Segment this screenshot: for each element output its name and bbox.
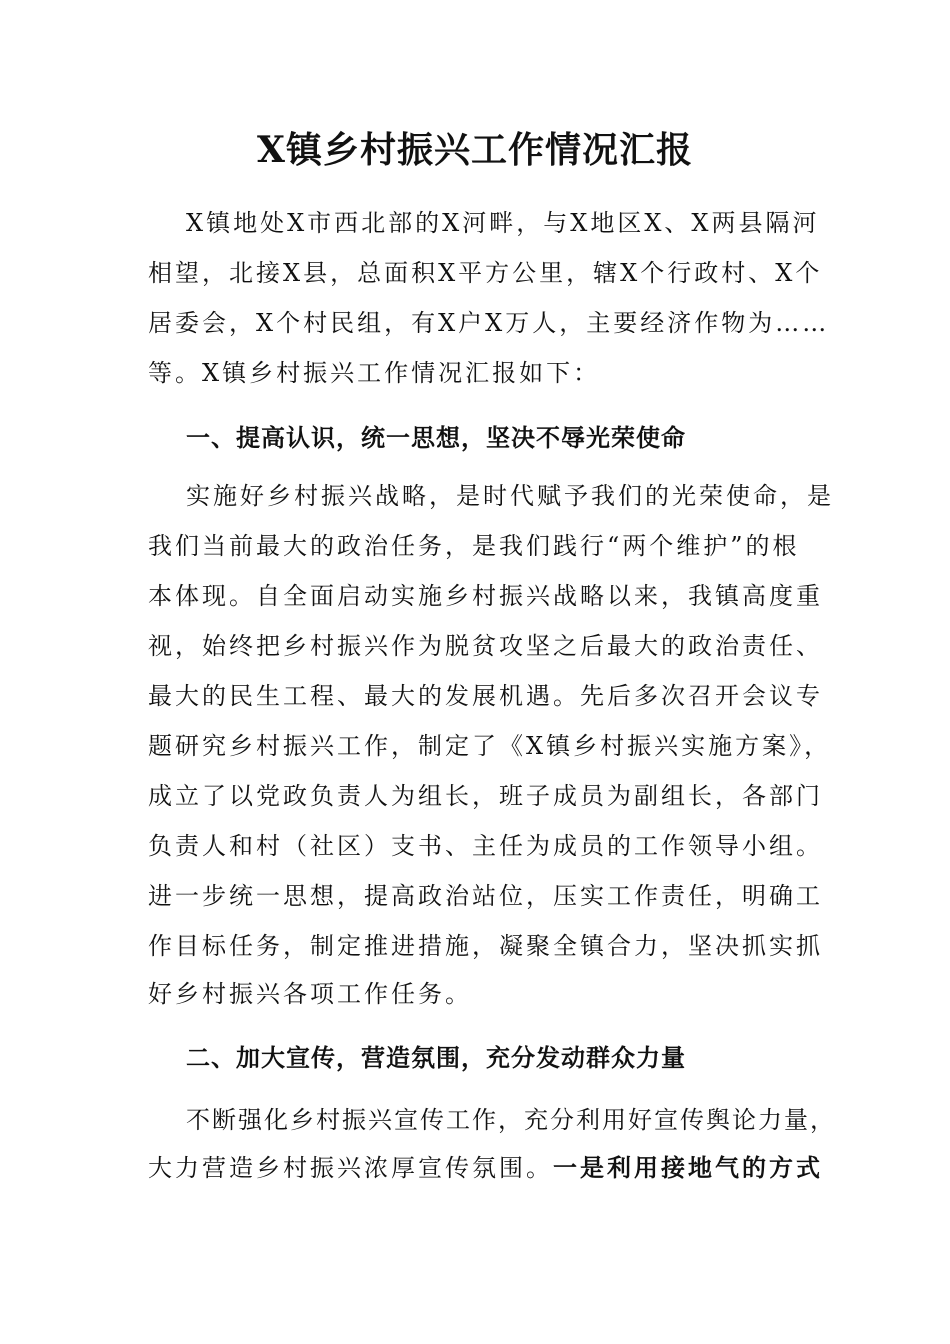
intro-line-2: 相望，北接X县，总面积X平方公里，辖X个行政村、X个 (148, 259, 823, 287)
section-1-line-7: 成立了以党政负责人为组长，班子成员为副组长，各部门 (148, 782, 823, 810)
section-2-line-1: 不断强化乡村振兴宣传工作，充分利用好宣传舆论力量， (186, 1106, 836, 1134)
intro-line-4: 等。X镇乡村振兴工作情况汇报如下： (148, 359, 601, 387)
section-1-line-9: 进一步统一思想，提高政治站位，压实工作责任，明确工 (148, 882, 823, 910)
section-1-line-5: 最大的民生工程、最大的发展机遇。先后多次召开会议专 (148, 682, 823, 710)
intro-line-1: X镇地处X市西北部的X河畔，与X地区X、X两县隔河 (186, 209, 820, 237)
section-1-line-2: 我们当前最大的政治任务，是我们践行“两个维护”的根 (148, 532, 800, 560)
section-1-line-4: 视，始终把乡村振兴作为脱贫攻坚之后最大的政治责任、 (148, 632, 823, 660)
intro-line-3: 居委会，X个村民组，有X户X万人，主要经济作物为…… (148, 309, 830, 337)
section-1-line-11: 好乡村振兴各项工作任务。 (148, 980, 472, 1008)
section-1-line-10: 作目标任务，制定推进措施，凝聚全镇合力，坚决抓实抓 (148, 932, 823, 960)
section-2-heading: 二、加大宣传，营造氛围，充分发动群众力量 (186, 1043, 686, 1072)
section-2-line-2-text: 大力营造乡村振兴浓厚宣传氛围。 (148, 1154, 553, 1182)
section-1-line-8: 负责人和村（社区）支书、主任为成员的工作领导小组。 (148, 832, 823, 860)
section-1-heading: 一、提高认识，统一思想，坚决不辱光荣使命 (186, 423, 686, 452)
section-1-line-6: 题研究乡村振兴工作，制定了《X镇乡村振兴实施方案》， (148, 732, 832, 760)
section-2-line-2 (148, 1148, 823, 1188)
document-title: X镇乡村振兴工作情况汇报 (257, 129, 693, 171)
section-1-line-1: 实施好乡村振兴战略，是时代赋予我们的光荣使命，是 (186, 482, 834, 510)
section-1-line-3: 本体现。自全面启动实施乡村振兴战略以来，我镇高度重 (148, 582, 823, 610)
section-2-line-2-bold-text: 一是利用接地气的方式 (553, 1153, 823, 1182)
